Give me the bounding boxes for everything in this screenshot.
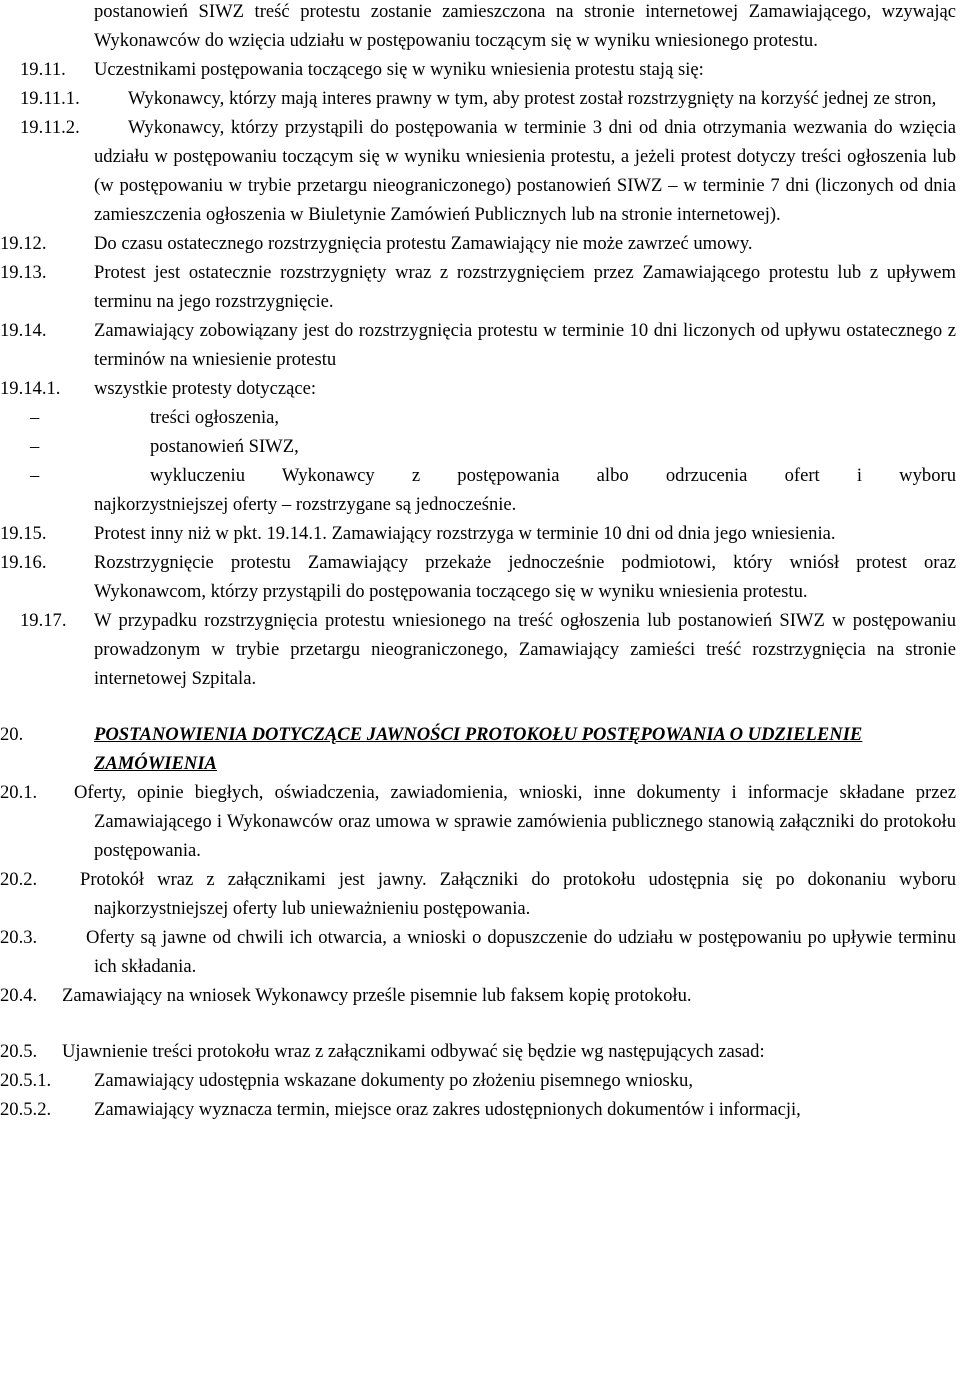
- section-number: 19.14.: [0, 320, 47, 341]
- spacer: [0, 693, 960, 720]
- dash-item-text: wykluczeniu Wykonawcy z postępowania albo odrzucenia ofert i wyboru: [150, 465, 956, 486]
- section-text: Zamawiający na wniosek Wykonawcy prześle pisemnie lub faksem kopię protokołu.: [62, 985, 692, 1006]
- dash-item-1: [0, 403, 960, 432]
- section-20-5-2: [0, 1095, 960, 1124]
- section-number: 20.2.: [0, 869, 38, 890]
- section-text: Zamawiający udostępnia wskazane dokumenty po złożeniu pisemnego wniosku,: [94, 1070, 693, 1091]
- section-20-5-1: [0, 1066, 960, 1095]
- section-number: 19.13.: [0, 262, 47, 283]
- dash-item-continuation: najkorzystniejszej oferty – rozstrzygane są jednocześnie.: [94, 494, 517, 515]
- section-number: 19.14.1.: [0, 378, 61, 399]
- section-number: 20.5.1.: [0, 1070, 52, 1091]
- section-text: Wykonawcy, którzy przystąpili do postępowania w terminie 3 dni od dnia otrzymania wezwania do wzięcia udziału w postępowaniu toczącym się w wyniku wniesienia protestu, a jeżeli protest dotyczy treści ogłoszenia lub (w postępowaniu w trybie przetargu nieograniczonego) postanowień SIWZ – w terminie 7 dni (liczonych od dnia zamieszczenia ogłoszenia w Biuletynie Zamówień Publicznych lub na stronie internetowej).: [94, 117, 956, 225]
- section-20-3: [0, 923, 960, 981]
- section-19-11-1: [0, 84, 960, 113]
- section-number: 20.4.: [0, 985, 38, 1006]
- dash-item-text: treści ogłoszenia,: [150, 407, 280, 428]
- section-19-12: [0, 229, 960, 258]
- section-text: wszystkie protesty dotyczące:: [94, 378, 317, 399]
- section-number: 19.11.2.: [20, 117, 80, 138]
- section-text: Ujawnienie treści protokołu wraz z załącznikami odbywać się będzie wg następujących zasad:: [62, 1041, 765, 1062]
- section-19-11: [0, 55, 960, 84]
- section-number: 19.15.: [0, 523, 47, 544]
- section-number: 19.16.: [0, 552, 47, 573]
- dash-item-2: [0, 432, 960, 461]
- section-text: Rozstrzygnięcie protestu Zamawiający przekaże jednocześnie podmiotowi, który wniósł protest oraz Wykonawcom, którzy przystąpili do postępowania toczącego się w wyniku wniesienia protestu.: [94, 552, 956, 602]
- section-title: POSTANOWIENIA DOTYCZĄCE JAWNOŚCI PROTOKOŁU POSTĘPOWANIA O UDZIELENIE ZAMÓWIENIA: [94, 724, 863, 774]
- section-text: Do czasu ostatecznego rozstrzygnięcia protestu Zamawiający nie może zawrzeć umowy.: [94, 233, 753, 254]
- section-text: Protokół wraz z załącznikami jest jawny. Załączniki do protokołu udostępnia się po dokonaniu wyboru najkorzystniejszej oferty lub unieważnieniu postępowania.: [80, 869, 956, 919]
- section-text: Oferty są jawne od chwili ich otwarcia, a wnioski o dopuszczenie do udziału w postępowaniu po upływie terminu ich składania.: [86, 927, 956, 977]
- dash-item-3: [0, 461, 960, 519]
- section-text: Wykonawcy, którzy mają interes prawny w tym, aby protest został rozstrzygnięty na korzyść jednej ze stron,: [128, 88, 937, 109]
- section-number: 20.5.2.: [0, 1099, 52, 1120]
- section-20-heading: [0, 720, 960, 778]
- intro-paragraph: postanowień SIWZ treść protestu zostanie zamieszczona na stronie internetowej Zamawiającego, wzywając Wykonawców do wzięcia udziału w postępowaniu toczącym się w wyniku wniesionego protestu.: [94, 1, 956, 51]
- section-20-1: [0, 778, 960, 865]
- section-20-2: [0, 865, 960, 923]
- section-text: W przypadku rozstrzygnięcia protestu wniesionego na treść ogłoszenia lub postanowień SIWZ w postępowaniu prowadzonym w trybie przetargu nieograniczonego, Zamawiający zamieści treść rozstrzygnięcia na stronie internetowej Szpitala.: [94, 610, 956, 689]
- section-19-13: [0, 258, 960, 316]
- section-number: 20.5.: [0, 1041, 38, 1062]
- section-number: 20.3.: [0, 927, 38, 948]
- section-text: Protest inny niż w pkt. 19.14.1. Zamawiający rozstrzyga w terminie 10 dni od dnia jego wniesienia.: [94, 523, 836, 544]
- section-19-14-1: [0, 374, 960, 403]
- section-20-4: [0, 981, 960, 1010]
- section-text: Protest jest ostatecznie rozstrzygnięty wraz z rozstrzygnięciem przez Zamawiającego protestu lub z upływem terminu na jego rozstrzygnięcie.: [94, 262, 956, 312]
- section-20-5: [0, 1037, 960, 1066]
- dash-item-text: postanowień SIWZ,: [150, 436, 299, 457]
- section-number: 19.17.: [20, 610, 67, 631]
- section-text: Oferty, opinie biegłych, oświadczenia, zawiadomienia, wnioski, inne dokumenty i informacje składane przez Zamawiającego i Wykonawców oraz umowa w sprawie zamówienia publicznego stanowią załączniki do protokołu postępowania.: [74, 782, 956, 861]
- dash-marker: –: [30, 436, 40, 457]
- section-number: 20.1.: [0, 782, 38, 803]
- spacer: [0, 1010, 960, 1037]
- section-number: 20.: [0, 724, 24, 745]
- dash-marker: –: [30, 465, 40, 486]
- section-number: 19.11.: [20, 59, 66, 80]
- section-number: 19.12.: [0, 233, 47, 254]
- section-19-17: [0, 606, 960, 693]
- section-19-15: [0, 519, 960, 548]
- dash-marker: –: [30, 407, 40, 428]
- section-text: Zamawiający zobowiązany jest do rozstrzygnięcia protestu w terminie 10 dni liczonych od upływu ostatecznego z terminów na wniesienie protestu: [94, 320, 956, 370]
- section-number: 19.11.1.: [20, 88, 80, 109]
- section-19-14: [0, 316, 960, 374]
- section-19-11-2: [0, 113, 960, 229]
- section-text: Uczestnikami postępowania toczącego się w wyniku wniesienia protestu stają się:: [94, 59, 704, 80]
- section-19-16: [0, 548, 960, 606]
- section-text: Zamawiający wyznacza termin, miejsce oraz zakres udostępnionych dokumentów i informacji,: [94, 1099, 801, 1120]
